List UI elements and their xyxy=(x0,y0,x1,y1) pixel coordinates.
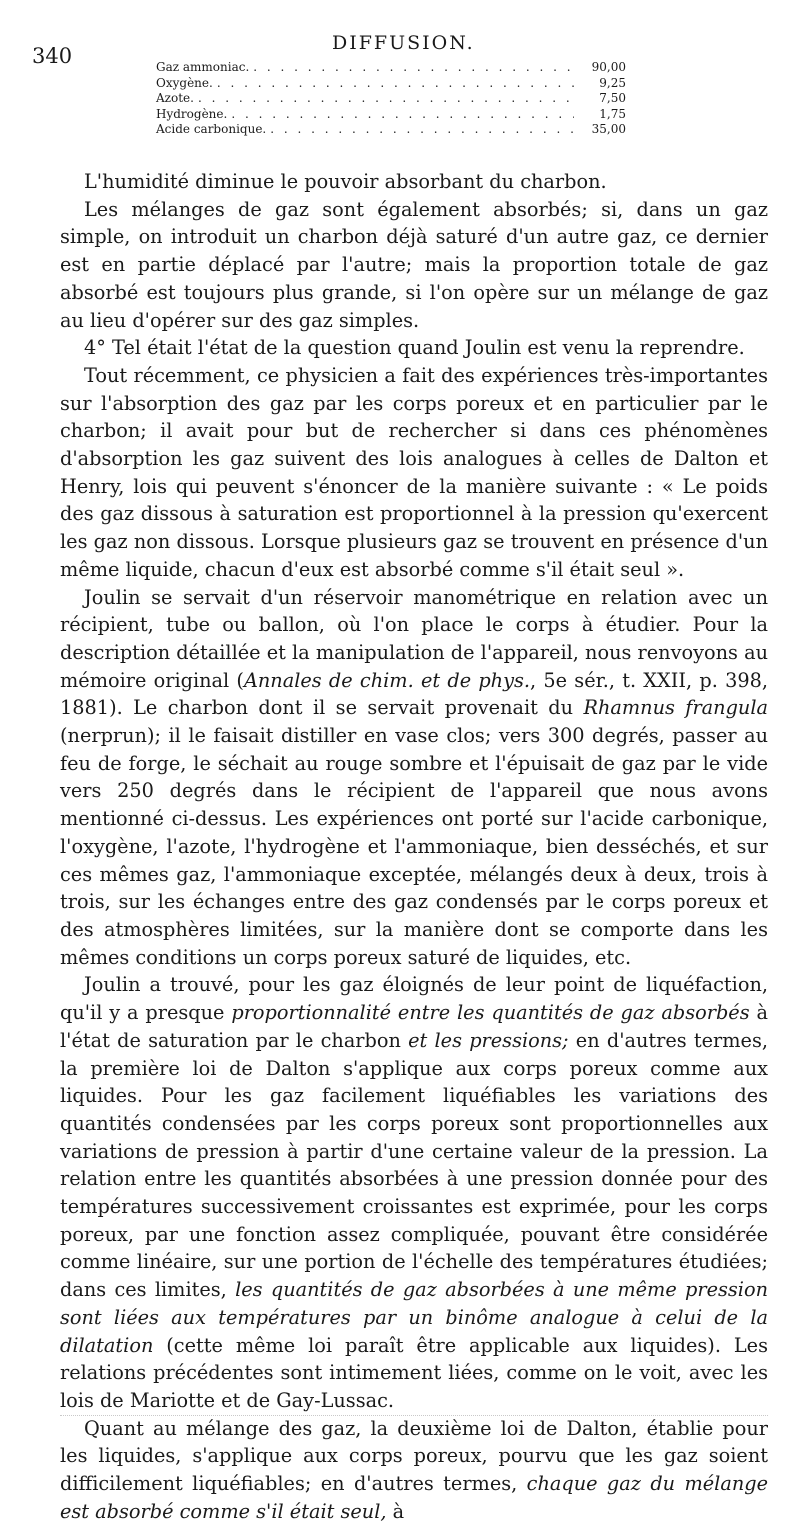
emphasis: et les pressions; xyxy=(408,1028,569,1052)
table-row xyxy=(156,91,626,107)
gas-value: 1,75 xyxy=(599,106,626,121)
paragraph-recent-experiments: Tout récemment, ce physicien a fait des expériences très-importantes sur l'absorption des gaz par les corps poreux et en particulier par le charbon; il avait pour but de rechercher si dans ces phénomènes d'absorption les gaz suivent des lois analogues à celles de Dalton et Henry, lois qui peuvent s'énoncer de la manière suivante : « Le poids des gaz dissous à saturation est proportionnel à la pression qu'exercent les gaz non dissous. Lorsque plusieurs gaz se trouvent en présence d'un même liquide, chacun d'eux est absorbé comme s'il était seul ». xyxy=(60,363,768,581)
leader-dots xyxy=(217,76,574,92)
running-title: DIFFUSION. xyxy=(332,32,475,54)
gas-value: 35,00 xyxy=(591,122,626,136)
journal-reference: Annales de chim. et de phys. xyxy=(243,668,531,692)
leader-dots xyxy=(270,122,574,138)
text-run: (nerprun); il le faisait distiller en vase clos; vers 300 degrés, passer au feu de forge, le séchait au rouge sombre et l'épuisait de gaz par le vide vers 250 degrés dans le récipient de l'appareil que nous avons mentionné ci-dessus. Les expériences ont porté sur l'acide carbonique, l'oxygène, l'azote, l'hydrogène et l'ammoniaque, bien desséchés, et sur ces mêmes gaz, l'ammoniaque exceptée, mélangés deux à deux, trois à trois, sur les échanges entre des gaz condensés par le corps poreux et des atmosphères limitées, sur la manière dont se comporte dans les mêmes conditions un corps poreux saturé de liquides, etc. xyxy=(60,724,768,969)
gas-value: 9,25 xyxy=(599,75,626,90)
table-row xyxy=(156,60,626,76)
paragraph-apparatus xyxy=(60,584,768,972)
text-run: Quant au mélange des gaz, la deuxième loi de Dalton, établie pour les liquides, s'applique aux corps poreux, pourvu que les gaz soient difficilement liquéfiables; en d'autres termes, xyxy=(60,1416,768,1496)
leader-dots xyxy=(253,60,574,76)
leader-dots xyxy=(198,91,574,107)
gas-value: 7,50 xyxy=(599,91,626,105)
text-run: à xyxy=(386,1499,405,1523)
emphasis: proportionnalité entre les quantités de gaz absorbés xyxy=(231,1001,750,1025)
paragraph-gas-mixture xyxy=(60,1415,768,1525)
table-row xyxy=(156,122,626,138)
text-run: à l'état de saturation par le charbon xyxy=(60,1001,769,1052)
body-text xyxy=(60,168,768,1525)
text-run: (cette même loi paraît être applicable aux liquides). Les relations précédentes sont intimement liées, comme on le voit, avec les lois de Mariotte et de Gay-Lussac. xyxy=(60,1333,768,1412)
paragraph-humidity: L'humidité diminue le pouvoir absorbant du charbon. xyxy=(84,170,607,193)
gas-name: Acide carbonique. xyxy=(156,122,267,136)
paragraph-mixtures: Les mélanges de gaz sont également absorbés; si, dans un gaz simple, on introduit un charbon déjà saturé d'un autre gaz, ce dernier est en partie déplacé par l'autre; mais la proportion totale de gaz absorbé est toujours plus grande, si l'on opère sur un mélange de gaz au lieu d'opérer sur des gaz simples. xyxy=(60,197,768,332)
leader-dots xyxy=(231,107,574,123)
gas-name: Gaz ammoniac. xyxy=(156,60,250,74)
text-run: , 5e sér., t. XXII, p. 398, 1881). Le charbon dont il se servait provenait du xyxy=(60,668,768,720)
paragraph-state-of-question: 4° Tel était l'état de la question quand Joulin est venu la reprendre. xyxy=(84,336,745,360)
emphasis: les quantités de gaz absorbées à une même pression sont liées aux températures par un binôme analogue à celui de la dilatation xyxy=(60,1278,768,1357)
gas-absorption-table xyxy=(156,60,626,138)
gas-name: Oxygène. xyxy=(156,75,213,90)
emphasis: chaque gaz du mélange est absorbé comme s'il était seul, xyxy=(60,1472,768,1523)
paragraph-findings xyxy=(60,971,768,1414)
text-run: Joulin se servait d'un réservoir manométrique en relation avec un récipient, tube ou ballon, où l'on place le corps à étudier. Pour la description détaillée et la manipulation de l'appareil, nous renvoyons au mémoire original ( xyxy=(60,585,768,692)
table-row xyxy=(156,76,626,92)
gas-value: 90,00 xyxy=(591,60,626,74)
text-run: Joulin a trouvé, pour les gaz éloignés de leur point de liquéfaction, qu'il y a presque xyxy=(60,973,768,1025)
footer-rule xyxy=(60,1413,768,1416)
table-row xyxy=(156,107,626,123)
page-number: 340 xyxy=(32,44,73,68)
gas-name: Hydrogène. xyxy=(156,106,228,121)
text-run: en d'autres termes, la première loi de Dalton s'applique aux corps poreux comme aux liquides. Pour les gaz facilement liquéfiables les variations des quantités condensées par les corps poreux sont proportionnelles aux variations de pression à partir d'une certaine valeur de la pression. La relation entre les quantités absorbées à une pression donnée pour des températures successivement croissantes est exprimée, pour les corps poreux, par une fonction assez compliquée, pouvant être considérée comme linéaire, sur une portion de l'échelle des températures étudiées; dans ces limites, xyxy=(60,1028,768,1302)
species-name: Rhamnus frangula xyxy=(583,696,769,720)
gas-name: Azote. xyxy=(156,91,194,105)
